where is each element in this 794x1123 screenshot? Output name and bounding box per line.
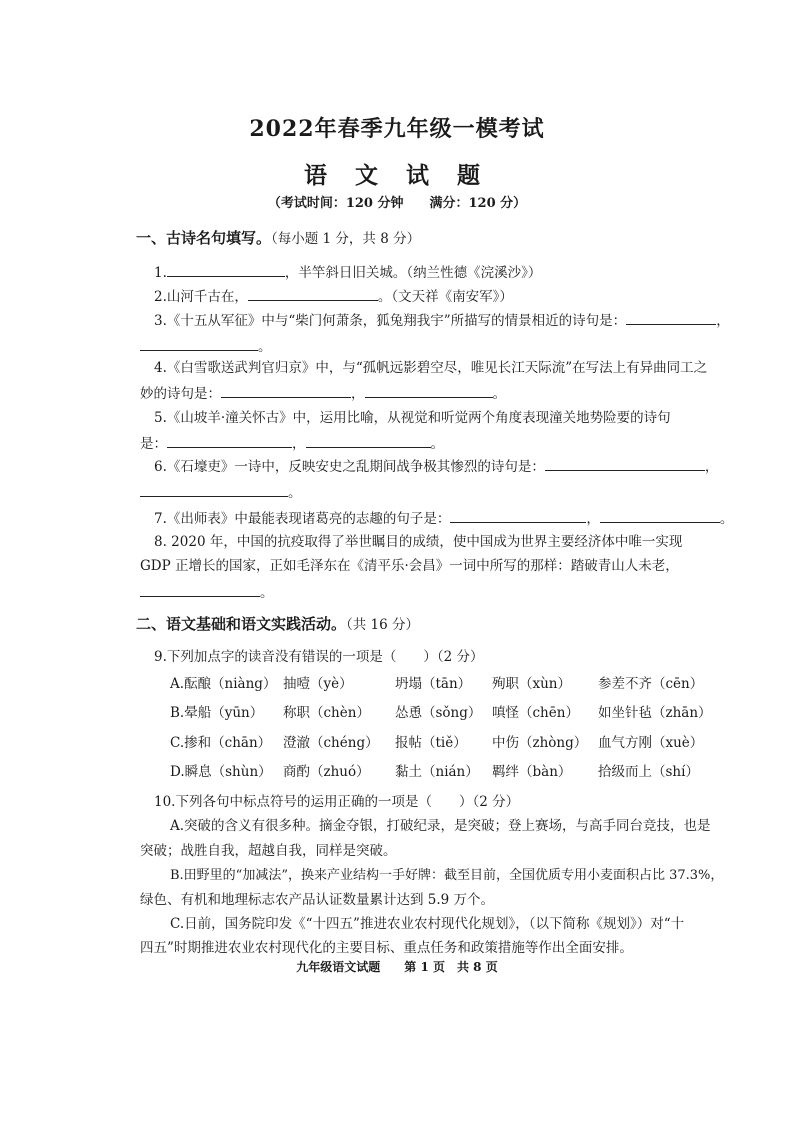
- q9-option-b-3: 怂恿（sǒng）: [395, 705, 482, 721]
- question-6: 6.《石壕吏》一诗中，反映安史之乱期间战争极其惨烈的诗句是： ，: [154, 456, 744, 477]
- subject-title: 语 文 试 题: [303, 162, 491, 189]
- q9-option-a-5: 参差不齐（cēn）: [598, 676, 704, 692]
- answer-blank[interactable]: [140, 582, 260, 597]
- page-footer: 九年级语文试题 第 1 页 共 8 页: [296, 960, 498, 974]
- q9-option-c-5: 血气方刚（xuè）: [598, 735, 704, 751]
- q9-option-b-4: 嗔怪（chēn）: [492, 705, 579, 721]
- question-5-line2: 是： ， 。: [140, 433, 730, 454]
- question-3-line2: 。: [140, 336, 730, 357]
- q9-option-d-5: 拾级而上（shí）: [598, 764, 699, 780]
- q9-option-d-3: 黏土（nián）: [395, 764, 479, 780]
- option-b-line1: B.田野里的“加减法”，换来产业结构一手好牌：截至目前，全国优质专用小麦面积占比 37.3%，: [170, 868, 724, 883]
- q9-option-b-2: 称职（chèn）: [283, 705, 370, 721]
- option-b-line2: 绿色、有机和地理标志农产品认证数量累计达到 5.9 万个。: [140, 892, 495, 908]
- option-a-line1: A.突破的含义有很多种。摘金夺银，打破纪录，是突破；登上赛场，与高手同台竞技，也是: [170, 818, 711, 834]
- section2-heading: 二、语文基础和语文实践活动。（共 16 分）: [136, 615, 420, 633]
- answer-blank[interactable]: [306, 433, 431, 448]
- question-5: 5.《山坡羊·潼关怀古》中，运用比喻，从视觉和听觉两个角度表现潼关地势险要的诗句: [154, 410, 671, 426]
- answer-blank[interactable]: [167, 433, 292, 448]
- q9-option-c-1: C.掺和（chān）: [170, 735, 272, 751]
- question-7: 7.《出师表》中最能表现诸葛亮的志趣的句子是： ， 。: [154, 508, 744, 529]
- question-4: 4.《白雪歌送武判官归京》中，与“孤帆远影碧空尽，唯见长江天际流”在写法上有异曲同工之: [154, 360, 708, 376]
- q9-option-d-1: D.瞬息（shùn）: [170, 764, 272, 780]
- question-4-line2: 妙的诗句是： ， 。: [140, 383, 730, 404]
- q9-option-d-4: 羁绊（bàn）: [492, 764, 572, 780]
- section1-heading: 一、古诗名句填写。（每小题 1 分，共 8 分）: [136, 229, 421, 247]
- question-8-line2: GDP 正增长的国家，正如毛泽东在《清平乐·会昌》一词中所写的那样：踏破青山人未老，: [140, 558, 679, 574]
- question-8-line3: 。: [140, 582, 730, 603]
- question-3: 3.《十五从军征》中与“柴门何萧条，狐兔翔我宇”所描写的情景相近的诗句是： ，: [154, 310, 744, 331]
- question-9-stem: 9.下列加点字的读音没有错误的一项是（ ）（2 分）: [154, 649, 484, 665]
- answer-blank[interactable]: [600, 508, 720, 523]
- q9-option-b-1: B.晕船（yūn）: [170, 705, 264, 721]
- option-c-line2: 四五”时期推进农业农村现代化的主要目标、重点任务和政策措施等作出全面安排。: [140, 940, 633, 956]
- option-a-line2: 突破；战胜自我，超越自我，同样是突破。: [140, 843, 397, 859]
- question-2: 2.山河千古在， 。（文天祥《南安军》）: [154, 286, 744, 307]
- question-10-stem: 10.下列各句中标点符号的运用正确的一项是（ ）（2 分）: [154, 794, 520, 810]
- answer-blank[interactable]: [626, 310, 716, 325]
- answer-blank[interactable]: [545, 456, 705, 471]
- q9-option-c-4: 中伤（zhòng）: [492, 735, 588, 751]
- q9-option-a-3: 坍塌（tān）: [395, 676, 472, 692]
- option-c-line1: C.日前，国务院印发《“十四五”推进农业农村现代化规划》，（以下简称《规划》）对“十: [170, 916, 685, 932]
- exam-title: 2022年春季九年级一模考试: [249, 116, 545, 142]
- question-6-line2: 。: [140, 482, 730, 503]
- answer-blank[interactable]: [167, 262, 285, 277]
- q9-option-d-2: 商酌（zhuó）: [283, 764, 370, 780]
- q9-option-c-3: 报帖（tiě）: [395, 735, 467, 751]
- answer-blank[interactable]: [140, 482, 288, 497]
- q9-option-a-2: 抽噎（yè）: [283, 676, 353, 692]
- answer-blank[interactable]: [140, 336, 258, 351]
- answer-blank[interactable]: [221, 383, 351, 398]
- q9-option-b-5: 如坐针毡（zhān）: [598, 705, 712, 721]
- q9-option-c-2: 澄澈（chéng）: [283, 735, 379, 751]
- q9-option-a-1: A.酝酿（niàng）: [170, 676, 277, 692]
- q9-option-a-4: 殉职（xùn）: [492, 676, 572, 692]
- question-8: 8. 2020 年，中国的抗疫取得了举世瞩目的成绩，使中国成为世界主要经济体中唯一实现: [154, 534, 683, 550]
- answer-blank[interactable]: [365, 383, 493, 398]
- question-1: 1. ，半竿斜日旧关城。（纳兰性德《浣溪沙》）: [154, 262, 744, 283]
- exam-info: （考试时间：120 分钟 满分：120 分）: [267, 196, 527, 211]
- answer-blank[interactable]: [450, 508, 586, 523]
- answer-blank[interactable]: [248, 286, 378, 301]
